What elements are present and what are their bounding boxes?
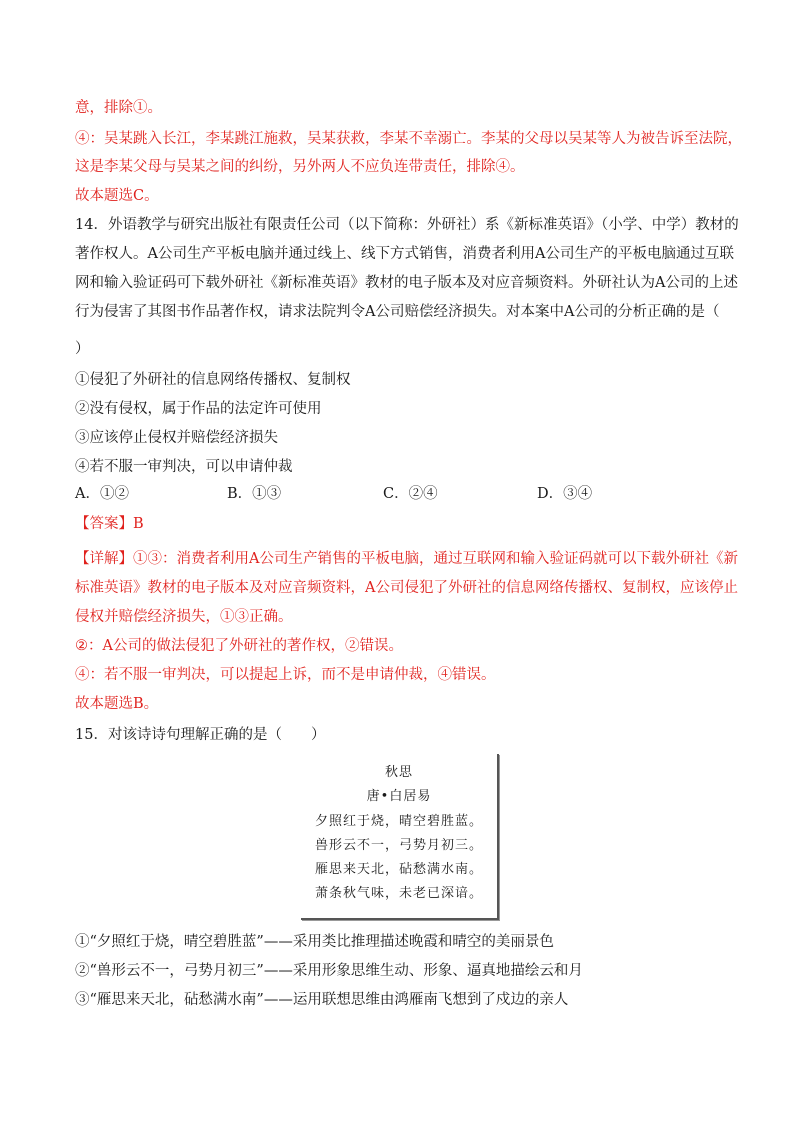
poem-line: 萧条秋气味，未老已深谙。 [314, 886, 483, 901]
poem-figure [301, 754, 499, 920]
q14-stem-line: 网和输入验证码可下载外研社《新标准英语》教材的电子版本及对应音频资料。外研社认为A公司的上述 [75, 275, 738, 291]
q14-item: ③应该停止侵权并赔偿经济损失 [75, 430, 278, 446]
poem-author: 唐•白居易 [366, 789, 432, 804]
analysis-line: 意，排除①。 [75, 100, 162, 116]
option-b: B．①③ [227, 486, 282, 502]
q14-options [75, 484, 735, 506]
q14-explanation-line: 故本题选B。 [75, 696, 159, 712]
q14-explanation-line: 侵权并赔偿经济损失，①③正确。 [75, 609, 293, 625]
q14-stem-line: 14．外语教学与研究出版社有限责任公司（以下简称：外研社）系《新标准英语》（小学、中学）教材的 [75, 217, 739, 233]
q14-stem-line: 行为侵害了其图书作品著作权，请求法院判令A公司赔偿经济损失。对本案中A公司的分析正确的是（ [75, 304, 720, 320]
q14-item: ①侵犯了外研社的信息网络传播权、复制权 [75, 372, 351, 388]
q14-stem-line: ） [75, 341, 90, 357]
poem-line: 雁思来天北，砧愁满水南。 [314, 862, 483, 877]
q15-stem: 15．对该诗诗句理解正确的是（ ） [75, 727, 326, 743]
q15-item: ③“雁思来天北，砧愁满水南”——运用联想思维由鸿雁南飞想到了戍边的亲人 [75, 992, 569, 1008]
q14-stem-line: 著作权人。A公司生产平板电脑并通过线上、线下方式销售，消费者利用A公司生产的平板电脑通过互联 [75, 246, 734, 262]
option-a: A．①② [75, 486, 129, 502]
q14-explanation-line: ②：A公司的做法侵犯了外研社的著作权，②错误。 [75, 638, 403, 654]
q14-item: ④若不服一审判决，可以申请仲裁 [75, 459, 293, 475]
q14-explanation-line: 【详解】①③：消费者利用A公司生产销售的平板电脑，通过互联网和输入验证码就可以下载外研社《新 [75, 551, 738, 567]
poem-title: 秋思 [384, 765, 413, 780]
poem-line: 夕照红于烧，晴空碧胜蓝。 [314, 814, 483, 829]
analysis-line: ④：吴某跳入长江，李某跳江施救，吴某获救，李某不幸溺亡。李某的父母以吴某等人为被告诉至法院， [75, 131, 742, 147]
q14-answer: 【答案】B [75, 516, 144, 532]
analysis-line: 这是李某父母与吴某之间的纠纷，另外两人不应负连带责任，排除④。 [75, 159, 525, 175]
q14-explanation-line: 标准英语》教材的电子版本及对应音频资料，A公司侵犯了外研社的信息网络传播权、复制权，应该停止 [75, 580, 738, 596]
option-d: D．③④ [537, 486, 593, 502]
q15-item: ①“夕照红于烧，晴空碧胜蓝”——采用类比推理描述晚霞和晴空的美丽景色 [75, 934, 554, 950]
q15-item: ②“兽形云不一，弓势月初三”——采用形象思维生动、形象、逼真地描绘云和月 [75, 963, 583, 979]
analysis-line: 故本题选C。 [75, 188, 159, 204]
q14-explanation-line: ④：若不服一审判决，可以提起上诉，而不是申请仲裁，④错误。 [75, 667, 496, 683]
option-c: C．②④ [383, 486, 438, 502]
q14-item: ②没有侵权，属于作品的法定许可使用 [75, 401, 322, 417]
poem-line: 兽形云不一，弓势月初三。 [314, 838, 483, 853]
